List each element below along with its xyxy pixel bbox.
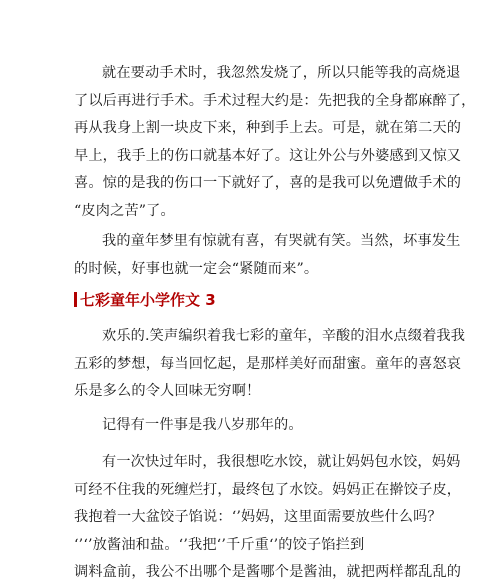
- text-line: 乐是多么的令人回味无穷啊！: [74, 383, 261, 399]
- text-line: 我抱着一大盆饺子馅说：‘’妈妈，这里面需要放些什么吗？: [74, 509, 442, 525]
- heading-text: 七彩童年小学作文 3: [80, 291, 216, 309]
- text-line: 就在要动手术时，我忽然发烧了，所以只能等我的高烧退: [102, 65, 461, 81]
- paragraph-laughter: [74, 323, 466, 406]
- text-line: “皮肉之苦”了。: [74, 202, 175, 219]
- paragraph-memory: [74, 412, 434, 440]
- paragraph-dream: [74, 228, 461, 283]
- text-line: 再从我身上割一块皮下来，种到手上去。可是，就在第二天的: [74, 120, 462, 136]
- text-line: 早上，我手上的伤口就基本好了。这让外公与外婆感到又惊又: [74, 147, 462, 164]
- section-heading: [74, 289, 216, 311]
- text-line: 我的童年梦里有惊就有喜，有哭就有笑。当然，坏事发生: [102, 233, 461, 249]
- text-line: 有一次快过年时，我很想吃水饺，就让妈妈包水饺，妈妈: [102, 454, 461, 470]
- text-line: 可经不住我的死缠烂打，最终包了水饺。妈妈正在擀饺子皮，: [74, 481, 462, 498]
- text-line: ‘’‘’放酱油和盐。‘’我把‘’千斤重‘’的饺子馅拦到: [74, 536, 365, 553]
- text-line: 记得有一件事是我八岁那年的。: [102, 417, 303, 433]
- text-line: 调料盒前，我公不出哪个是酱哪个是酱油，就把两样都乱乱的: [74, 564, 462, 580]
- text-line: 了以后再进行手术。手术过程大约是：先把我的全身都麻醉了，: [74, 92, 476, 109]
- text-line: 五彩的梦想，每当回忆起，是那样美好而甜蜜。童年的喜怒哀: [74, 355, 462, 372]
- paragraph-surgery: [74, 60, 476, 225]
- text-line: 喜。惊的是我的伤口一下就好了，喜的是我可以免遭做手术的: [74, 175, 462, 191]
- heading-bar-marker: [74, 292, 77, 307]
- text-line: 的时候，好事也就一定会“紧随而来”。: [74, 260, 319, 277]
- text-line: 欢乐的.笑声编织着我七彩的童年，辛酸的泪水点缀着我我: [102, 328, 466, 344]
